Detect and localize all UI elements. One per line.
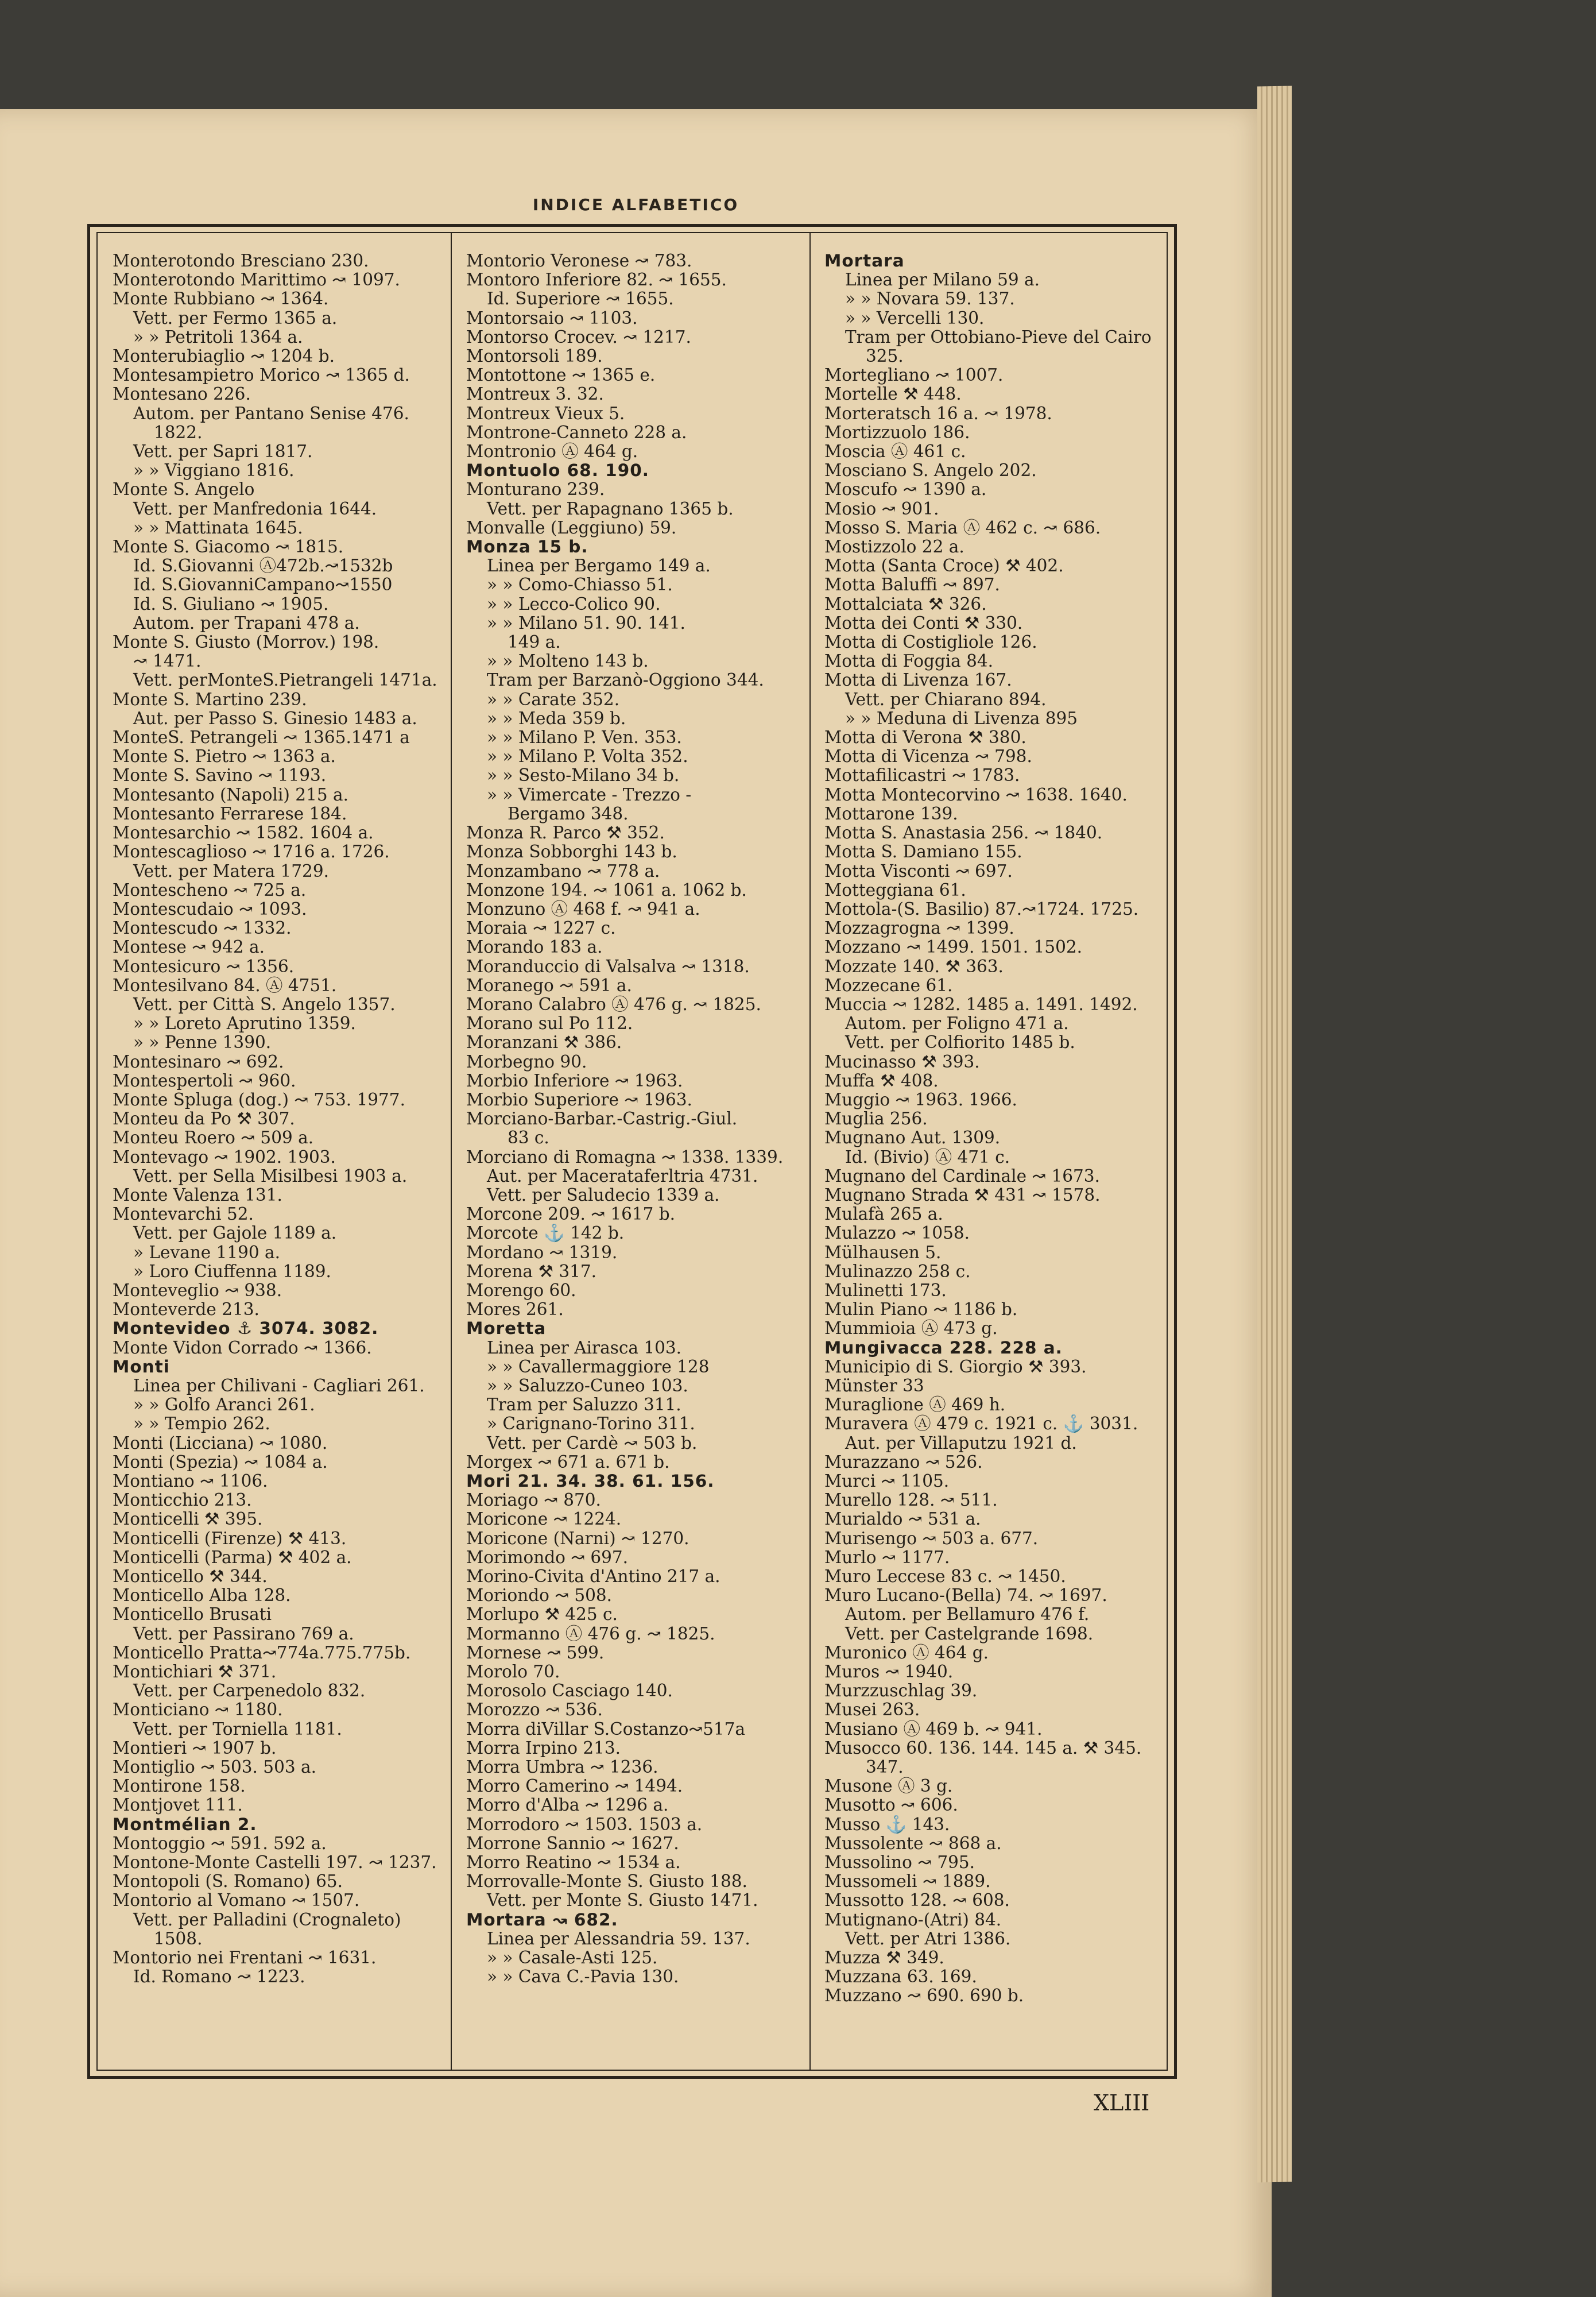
index-entry: » » Tempio 262.	[133, 1414, 270, 1434]
index-entry: Morbegno 90.	[466, 1052, 587, 1072]
index-entry: Vett. per Rapagnano 1365 b.	[487, 499, 734, 519]
index-entry: Mornese ↝ 599.	[466, 1643, 605, 1662]
index-entry: Montone-Monte Castelli 197. ↝ 1237.	[113, 1853, 437, 1873]
index-entry: Monterotondo Marittimo ↝ 1097.	[113, 270, 400, 290]
index-entry: Mummioia Ⓐ 473 g.	[824, 1319, 998, 1339]
index-entry: Musone Ⓐ 3 g.	[824, 1777, 953, 1796]
index-entry: Muro Lucano-(Bella) 74. ↝ 1697.	[824, 1586, 1107, 1606]
index-entry: Mortara	[824, 252, 905, 270]
index-entry: Morino-Civita d'Antino 217 a.	[466, 1567, 720, 1587]
index-entry: Motta S. Damiano 155.	[824, 842, 1022, 862]
index-entry: Motta S. Anastasia 256. ↝ 1840.	[824, 823, 1103, 843]
index-entry: Morro Reatino ↝ 1534 a.	[466, 1853, 681, 1873]
index-entry: Morra Umbra ↝ 1236.	[466, 1758, 658, 1777]
index-entry: Monticello Pratta↝774a.775.775b.	[113, 1643, 411, 1662]
index-entry: Montesano 226.	[113, 385, 251, 404]
index-entry: Monte S. Pietro ↝ 1363 a.	[113, 747, 336, 767]
index-entry: Monte S. Savino ↝ 1193.	[113, 766, 327, 786]
index-entry: Morcote ⚓ 142 b.	[466, 1224, 625, 1243]
index-entry: Moriago ↝ 870.	[466, 1491, 601, 1510]
index-entry: Montesinaro ↝ 692.	[113, 1052, 284, 1072]
index-entry: Montevago ↝ 1902. 1903.	[113, 1147, 336, 1167]
index-entry: Montrone-Canneto 228 a.	[466, 423, 687, 442]
index-entry: Monteverde 213.	[113, 1300, 259, 1320]
index-column-1	[113, 252, 446, 1986]
index-entry: Mugnano Strada ⚒ 431 ↝ 1578.	[824, 1185, 1101, 1205]
index-entry: Moraia ↝ 1227 c.	[466, 919, 616, 938]
index-entry: Musiano Ⓐ 469 b. ↝ 941.	[824, 1719, 1043, 1739]
index-entry: Montorsoli 189.	[466, 347, 603, 366]
index-entry: Montescudo ↝ 1332.	[113, 919, 292, 938]
index-entry: 347.	[866, 1758, 904, 1777]
index-entry: Mucinasso ⚒ 393.	[824, 1052, 980, 1072]
index-entry: » » Milano P. Ven. 353.	[487, 728, 682, 748]
index-entry: Monza 15 b.	[466, 537, 588, 557]
index-entry: Moretta	[466, 1319, 547, 1339]
index-entry: Vett. per Sella Misilbesi 1903 a.	[133, 1166, 408, 1186]
index-entry: Motta di Verona ⚒ 380.	[824, 728, 1026, 748]
index-entry: » Carignano-Torino 311.	[487, 1414, 695, 1434]
index-entry: Municipio di S. Giorgio ⚒ 393.	[824, 1357, 1087, 1376]
index-entry: Monticelli (Firenze) ⚒ 413.	[113, 1529, 347, 1548]
index-entry: Mortara ↝ 682.	[466, 1910, 618, 1929]
index-entry: Vett. per Carpenedolo 832.	[133, 1681, 366, 1701]
index-entry: Muzzana 63. 169.	[824, 1967, 977, 1987]
index-entry: Monticello ⚒ 344.	[113, 1567, 268, 1587]
index-entry: Musotto ↝ 606.	[824, 1796, 958, 1815]
index-entry: Muccia ↝ 1282. 1485 a. 1491. 1492.	[824, 995, 1138, 1014]
index-entry: Motta di Vicenza ↝ 798.	[824, 747, 1032, 767]
page-edges	[1257, 86, 1292, 2182]
index-entry: Mulafà 265 a.	[824, 1205, 943, 1224]
index-entry: Morra Irpino 213.	[466, 1738, 621, 1758]
index-entry: Mori 21. 34. 38. 61. 156.	[466, 1472, 715, 1491]
index-entry: Morcone 209. ↝ 1617 b.	[466, 1205, 676, 1224]
index-entry: Montronio Ⓐ 464 g.	[466, 442, 638, 462]
index-entry: Mulinetti 173.	[824, 1281, 947, 1300]
index-entry: Autom. per Foligno 471 a.	[845, 1014, 1069, 1034]
index-entry: Tram per Saluzzo 311.	[487, 1395, 681, 1415]
index-entry: Mottafilicastri ↝ 1783.	[824, 766, 1020, 786]
index-entry: Morlupo ⚒ 425 c.	[466, 1605, 618, 1625]
index-entry: Montirone 158.	[113, 1777, 246, 1796]
index-entry: Murello 128. ↝ 511.	[824, 1491, 998, 1510]
index-entry: Linea per Airasca 103.	[487, 1338, 682, 1358]
index-entry: Tram per Ottobiano-Pieve del Cairo	[845, 327, 1152, 347]
index-entry: Morra diVillar S.Costanzo↝517a	[466, 1719, 745, 1739]
index-entry: Mosciano S. Angelo 202.	[824, 461, 1037, 481]
index-entry: Monte Vidon Corrado ↝ 1366.	[113, 1338, 372, 1358]
index-entry: Id. Superiore ↝ 1655.	[487, 289, 674, 309]
index-entry: Mordano ↝ 1319.	[466, 1243, 618, 1262]
index-entry: » Levane 1190 a.	[133, 1243, 280, 1262]
index-entry: Morano sul Po 112.	[466, 1014, 633, 1034]
index-entry: Linea per Bergamo 149 a.	[487, 556, 711, 576]
index-entry: Motta Visconti ↝ 697.	[824, 861, 1013, 881]
index-entry: Monteu Roero ↝ 509 a.	[113, 1128, 314, 1148]
index-entry: Monte Valenza 131.	[113, 1185, 282, 1205]
index-entry: Motteggiana 61.	[824, 880, 966, 900]
index-entry: Vett. per Città S. Angelo 1357.	[133, 995, 396, 1014]
index-entry: Vett. per Atri 1386.	[845, 1929, 1011, 1948]
index-entry: Vett. per Palladini (Crognaleto)	[133, 1910, 401, 1929]
index-entry: 1508.	[154, 1929, 203, 1948]
index-entry: Monticelli ⚒ 395.	[113, 1510, 263, 1529]
index-entry: Tram per Barzanò-Oggiono 344.	[487, 671, 764, 690]
index-entry: Mozzate 140. ⚒ 363.	[824, 957, 1004, 976]
index-entry: Montevideo ⚓ 3074. 3082.	[113, 1319, 379, 1339]
index-entry: Morimondo ↝ 697.	[466, 1548, 629, 1567]
index-entry: Montopoli (S. Romano) 65.	[113, 1872, 343, 1892]
index-entry: Moriondo ↝ 508.	[466, 1586, 613, 1606]
index-entry: Muraglione Ⓐ 469 h.	[824, 1395, 1006, 1415]
index-entry: Muravera Ⓐ 479 c. 1921 c. ⚓ 3031.	[824, 1414, 1138, 1434]
index-entry: Montesicuro ↝ 1356.	[113, 957, 295, 976]
index-entry: Monturano 239.	[466, 480, 605, 500]
index-entry: » » Vercelli 130.	[845, 308, 985, 328]
index-entry: Muro Leccese 83 c. ↝ 1450.	[824, 1567, 1066, 1587]
index-entry: Moricone ↝ 1224.	[466, 1510, 622, 1529]
index-entry: Autom. per Bellamuro 476 f.	[845, 1605, 1090, 1625]
index-entry: Montiano ↝ 1106.	[113, 1472, 268, 1491]
index-entry: Moranduccio di Valsalva ↝ 1318.	[466, 957, 750, 976]
page-number: XLIII	[1094, 2090, 1150, 2116]
index-entry: Vett. per Castelgrande 1698.	[845, 1624, 1094, 1644]
index-entry: » » Como-Chiasso 51.	[487, 575, 673, 595]
index-entry: 83 c.	[508, 1128, 549, 1148]
index-entry: Monzone 194. ↝ 1061 a. 1062 b.	[466, 880, 747, 900]
index-entry: Morteratsch 16 a. ↝ 1978.	[824, 404, 1052, 423]
index-entry: » » Lecco-Colico 90.	[487, 594, 661, 614]
index-entry: Mulazzo ↝ 1058.	[824, 1224, 970, 1243]
index-entry: Morbio Inferiore ↝ 1963.	[466, 1071, 683, 1091]
index-entry: Vett. per Fermo 1365 a.	[133, 308, 338, 328]
index-entry: Moricone (Narni) ↝ 1270.	[466, 1529, 689, 1548]
index-entry: Mottarone 139.	[824, 804, 958, 823]
index-entry: Murzzuschlag 39.	[824, 1681, 978, 1701]
index-entry: Mottalciata ⚒ 326.	[824, 594, 987, 614]
index-entry: Vett. per Torniella 1181.	[133, 1719, 342, 1739]
index-entry: Mozzano ↝ 1499. 1501. 1502.	[824, 938, 1082, 957]
index-entry: Montorio Veronese ↝ 783.	[466, 252, 692, 270]
index-entry: Monte S. Angelo	[113, 480, 255, 500]
index-entry: Monti (Licciana) ↝ 1080.	[113, 1433, 328, 1453]
index-entry: ↝ 1471.	[133, 652, 202, 671]
index-entry: Musocco 60. 136. 144. 145 a. ⚒ 345.	[824, 1738, 1142, 1758]
index-entry: Muffa ⚒ 408.	[824, 1071, 939, 1091]
index-entry: Montoggio ↝ 591. 592 a.	[113, 1834, 327, 1853]
index-entry: » » Mattinata 1645.	[133, 518, 303, 537]
index-entry: 325.	[866, 347, 904, 366]
index-entry: Monte Spluga (dog.) ↝ 753. 1977.	[113, 1090, 405, 1109]
index-entry: Mulin Piano ↝ 1186 b.	[824, 1300, 1018, 1320]
index-entry: Monti	[113, 1357, 170, 1376]
index-entry: Morciano-Barbar.-Castrig.-Giul.	[466, 1109, 738, 1129]
index-entry: Muros ↝ 1940.	[824, 1662, 954, 1682]
index-entry: MonteS. Petrangeli ↝ 1365.1471 a	[113, 728, 410, 748]
index-entry: Monteveglio ↝ 938.	[113, 1281, 282, 1300]
index-entry: » » Golfo Aranci 261.	[133, 1395, 315, 1415]
index-entry: Montescudaio ↝ 1093.	[113, 899, 307, 919]
index-entry: Mutignano-(Atri) 84.	[824, 1910, 1002, 1929]
index-entry: Morrovalle-Monte S. Giusto 188.	[466, 1872, 747, 1892]
index-entry: Montescheno ↝ 725 a.	[113, 880, 307, 900]
index-entry: Id. Romano ↝ 1223.	[133, 1967, 305, 1987]
index-entry: Morgex ↝ 671 a. 671 b.	[466, 1452, 670, 1472]
index-entry: Morbio Superiore ↝ 1963.	[466, 1090, 692, 1109]
index-entry: Autom. per Pantano Senise 476.	[133, 404, 409, 423]
index-entry: Moscia Ⓐ 461 c.	[824, 442, 966, 462]
index-entry: Mungivacca 228. 228 a.	[824, 1338, 1063, 1358]
index-entry: Aut. per Passo S. Ginesio 1483 a.	[133, 709, 417, 728]
index-entry: Moranego ↝ 591 a.	[466, 976, 632, 995]
index-entry: Id. S.GiovanniCampano↝1550	[133, 575, 393, 595]
index-entry: Montescaglioso ↝ 1716 a. 1726.	[113, 842, 390, 862]
index-entry: Monticello Brusati	[113, 1605, 272, 1625]
index-entry: Monte S. Giacomo ↝ 1815.	[113, 537, 344, 557]
index-entry: » » Milano 51. 90. 141.	[487, 613, 685, 633]
index-entry: Vett. per Matera 1729.	[133, 861, 329, 881]
index-entry: Morano Calabro Ⓐ 476 g. ↝ 1825.	[466, 995, 761, 1014]
index-entry: Monticiano ↝ 1180.	[113, 1700, 283, 1720]
index-entry: Monte Rubbiano ↝ 1364.	[113, 289, 329, 309]
index-entry: Monza Sobborghi 143 b.	[466, 842, 677, 862]
index-entry: » » Cavallermaggiore 128	[487, 1357, 710, 1376]
index-entry: Mortelle ⚒ 448.	[824, 385, 962, 404]
index-entry: Montieri ↝ 1907 b.	[113, 1738, 277, 1758]
index-entry: Vett. perMonteS.Pietrangeli 1471a.	[133, 671, 437, 690]
index-entry: Montorio nei Frentani ↝ 1631.	[113, 1948, 377, 1968]
index-entry: 149 a.	[508, 633, 561, 652]
index-entry: Montoro Inferiore 82. ↝ 1655.	[466, 270, 727, 290]
index-entry: Montreux 3. 32.	[466, 385, 604, 404]
index-entry: Vett. per Gajole 1189 a.	[133, 1224, 337, 1243]
index-entry: Montesanto Ferrarese 184.	[113, 804, 347, 823]
index-entry: Murazzano ↝ 526.	[824, 1452, 983, 1472]
index-entry: Morosolo Casciago 140.	[466, 1681, 673, 1701]
index-entry: Montorsaio ↝ 1103.	[466, 308, 638, 328]
index-entry: Mussotto 128. ↝ 608.	[824, 1891, 1010, 1911]
index-entry: Montorio al Vomano ↝ 1507.	[113, 1891, 360, 1911]
index-entry: Motta Baluffi ↝ 897.	[824, 575, 1000, 595]
index-entry: » » Novara 59. 137.	[845, 289, 1015, 309]
index-entry: Montorso Crocev. ↝ 1217.	[466, 327, 691, 347]
index-entry: Monticelli (Parma) ⚒ 402 a.	[113, 1548, 352, 1567]
index-entry: Motta Montecorvino ↝ 1638. 1640.	[824, 785, 1128, 805]
index-entry: 1822.	[154, 423, 203, 442]
index-entry: Monte S. Martino 239.	[113, 690, 307, 709]
index-entry: Vett. per Monte S. Giusto 1471.	[487, 1891, 758, 1911]
index-entry: Id. (Bivio) Ⓐ 471 c.	[845, 1147, 1010, 1167]
index-entry: Münster 33	[824, 1376, 924, 1395]
index-entry: Montottone ↝ 1365 e.	[466, 366, 656, 385]
index-entry: Vett. per Chiarano 894.	[845, 690, 1047, 709]
index-entry: Motta di Livenza 167.	[824, 671, 1012, 690]
index-entry: Motta dei Conti ⚒ 330.	[824, 613, 1023, 633]
index-entry: Montevarchi 52.	[113, 1205, 254, 1224]
index-entry: Mozzecane 61.	[824, 976, 953, 995]
index-entry: Vett. per Sapri 1817.	[133, 442, 313, 462]
index-entry: Vett. per Cardè ↝ 503 b.	[487, 1433, 698, 1453]
index-column-2	[466, 252, 805, 1986]
index-entry: Aut. per Macerataferltria 4731.	[487, 1166, 758, 1186]
index-entry: Morro d'Alba ↝ 1296 a.	[466, 1796, 669, 1815]
index-entry: Montesilvano 84. Ⓐ 4751.	[113, 976, 337, 995]
index-entry: Montese ↝ 942 a.	[113, 938, 265, 957]
index-entry: Montesarchio ↝ 1582. 1604 a.	[113, 823, 374, 843]
index-entry: Aut. per Villaputzu 1921 d.	[845, 1433, 1077, 1453]
index-entry: Mussolino ↝ 795.	[824, 1853, 975, 1873]
index-entry: Mortegliano ↝ 1007.	[824, 366, 1004, 385]
index-entry: Monza R. Parco ⚒ 352.	[466, 823, 665, 843]
index-entry: » » Milano P. Volta 352.	[487, 747, 688, 767]
index-entry: Murialdo ↝ 531 a.	[824, 1510, 981, 1529]
index-entry: Motta di Foggia 84.	[824, 652, 994, 671]
index-entry: Motta (Santa Croce) ⚒ 402.	[824, 556, 1064, 576]
index-entry: Id. S.Giovanni Ⓐ472b.↝1532b	[133, 556, 393, 576]
index-entry: » » Meduna di Livenza 895	[845, 709, 1078, 728]
index-entry: Muglia 256.	[824, 1109, 928, 1129]
index-entry: Autom. per Trapani 478 a.	[133, 613, 360, 633]
index-entry: Vett. per Manfredonia 1644.	[133, 499, 377, 519]
index-entry: » » Petritoli 1364 a.	[133, 327, 303, 347]
index-entry: Montmélian 2.	[113, 1815, 257, 1834]
index-entry: » » Saluzzo-Cuneo 103.	[487, 1376, 688, 1395]
index-entry: » » Molteno 143 b.	[487, 652, 649, 671]
index-entry: Monte S. Giusto (Morrov.) 198.	[113, 633, 379, 652]
index-entry: Montiglio ↝ 503. 503 a.	[113, 1758, 316, 1777]
index-entry: Mülhausen 5.	[824, 1243, 942, 1262]
index-entry: Bergamo 348.	[508, 804, 629, 823]
index-entry: Musso ⚓ 143.	[824, 1815, 950, 1834]
index-entry: Morando 183 a.	[466, 938, 603, 957]
index-entry: Morrone Sannio ↝ 1627.	[466, 1834, 679, 1853]
index-entry: » » Viggiano 1816.	[133, 461, 295, 481]
index-entry: Mosso S. Maria Ⓐ 462 c. ↝ 686.	[824, 518, 1101, 537]
index-entry: » » Cava C.-Pavia 130.	[487, 1967, 679, 1987]
index-entry: Mugnano Aut. 1309.	[824, 1128, 1001, 1148]
index-entry: Monticchio 213.	[113, 1491, 252, 1510]
index-entry: Murisengo ↝ 503 a. 677.	[824, 1529, 1039, 1548]
index-entry: Mozzagrogna ↝ 1399.	[824, 919, 1014, 938]
index-entry: Morengo 60.	[466, 1281, 576, 1300]
column-rule-2	[809, 232, 811, 2071]
index-entry: Vett. per Passirano 769 a.	[133, 1624, 354, 1644]
index-entry: Murlo ↝ 1177.	[824, 1548, 950, 1567]
index-entry: Moscufo ↝ 1390 a.	[824, 480, 987, 500]
index-entry: Monzambano ↝ 778 a.	[466, 861, 660, 881]
index-entry: » » Sesto-Milano 34 b.	[487, 766, 680, 786]
index-entry: Morozzo ↝ 536.	[466, 1700, 603, 1720]
index-entry: Mores 261.	[466, 1300, 564, 1320]
index-entry: Morolo 70.	[466, 1662, 560, 1682]
index-entry: » » Meda 359 b.	[487, 709, 626, 728]
index-entry: Montesampietro Morico ↝ 1365 d.	[113, 366, 410, 385]
index-entry: Morro Camerino ↝ 1494.	[466, 1777, 683, 1796]
index-entry: Mussomeli ↝ 1889.	[824, 1872, 991, 1892]
index-entry: Id. S. Giuliano ↝ 1905.	[133, 594, 329, 614]
index-entry: Vett. per Colfiorito 1485 b.	[845, 1033, 1075, 1053]
index-entry: Vett. per Saludecio 1339 a.	[487, 1185, 720, 1205]
index-entry: Montesanto (Napoli) 215 a.	[113, 785, 348, 805]
index-entry: Linea per Chilivani - Cagliari 261.	[133, 1376, 425, 1395]
index-entry: Mugnano del Cardinale ↝ 1673.	[824, 1166, 1100, 1186]
index-entry: Linea per Alessandria 59. 137.	[487, 1929, 750, 1948]
index-entry: Linea per Milano 59 a.	[845, 270, 1040, 290]
index-column-3	[824, 252, 1160, 2006]
index-entry: Monticello Alba 128.	[113, 1586, 291, 1606]
index-entry: » » Casale-Asti 125.	[487, 1948, 658, 1968]
index-entry: Monteu da Po ⚒ 307.	[113, 1109, 295, 1129]
index-entry: » » Penne 1390.	[133, 1033, 272, 1053]
index-entry: Musei 263.	[824, 1700, 920, 1720]
index-entry: Montespertoli ↝ 960.	[113, 1071, 296, 1091]
index-entry: Morrodoro ↝ 1503. 1503 a.	[466, 1815, 703, 1834]
index-entry: Mormanno Ⓐ 476 g. ↝ 1825.	[466, 1624, 715, 1644]
column-rule-1	[451, 232, 452, 2071]
index-entry: Muggio ↝ 1963. 1966.	[824, 1090, 1017, 1109]
index-entry: Mosio ↝ 901.	[824, 499, 939, 519]
index-entry: » Loro Ciuffenna 1189.	[133, 1262, 331, 1281]
index-entry: Murci ↝ 1105.	[824, 1472, 950, 1491]
index-entry: Montuolo 68. 190.	[466, 461, 649, 481]
index-entry: Motta di Costigliole 126.	[824, 633, 1037, 652]
index-entry: Muronico Ⓐ 464 g.	[824, 1643, 989, 1662]
index-entry: Montichiari ⚒ 371.	[113, 1662, 277, 1682]
index-entry: Mostizzolo 22 a.	[824, 537, 964, 557]
index-entry: Monterotondo Bresciano 230.	[113, 252, 369, 270]
index-entry: Morena ⚒ 317.	[466, 1262, 596, 1281]
index-entry: Montreux Vieux 5.	[466, 404, 625, 423]
index-entry: Morciano di Romagna ↝ 1338. 1339.	[466, 1147, 784, 1167]
index-entry: Mulinazzo 258 c.	[824, 1262, 971, 1281]
index-entry: Muzza ⚒ 349.	[824, 1948, 944, 1968]
index-entry: » » Carate 352.	[487, 690, 620, 709]
index-entry: Mortizzuolo 186.	[824, 423, 970, 442]
index-entry: » » Vimercate - Trezzo -	[487, 785, 692, 805]
index-entry: Monti (Spezia) ↝ 1084 a.	[113, 1452, 328, 1472]
index-entry: Mottola-(S. Basilio) 87.↝1724. 1725.	[824, 899, 1139, 919]
index-entry: Monvalle (Leggiuno) 59.	[466, 518, 677, 537]
page-header: INDICE ALFABETICO	[532, 195, 739, 214]
index-entry: Muzzano ↝ 690. 690 b.	[824, 1986, 1024, 2006]
index-entry: » » Loreto Aprutino 1359.	[133, 1014, 356, 1034]
index-entry: Mussolente ↝ 868 a.	[824, 1834, 1002, 1853]
index-entry: Monzuno Ⓐ 468 f. ↝ 941 a.	[466, 899, 700, 919]
index-entry: Moranzani ⚒ 386.	[466, 1033, 622, 1053]
index-entry: Monterubiaglio ↝ 1204 b.	[113, 347, 335, 366]
index-entry: Montjovet 111.	[113, 1796, 243, 1815]
